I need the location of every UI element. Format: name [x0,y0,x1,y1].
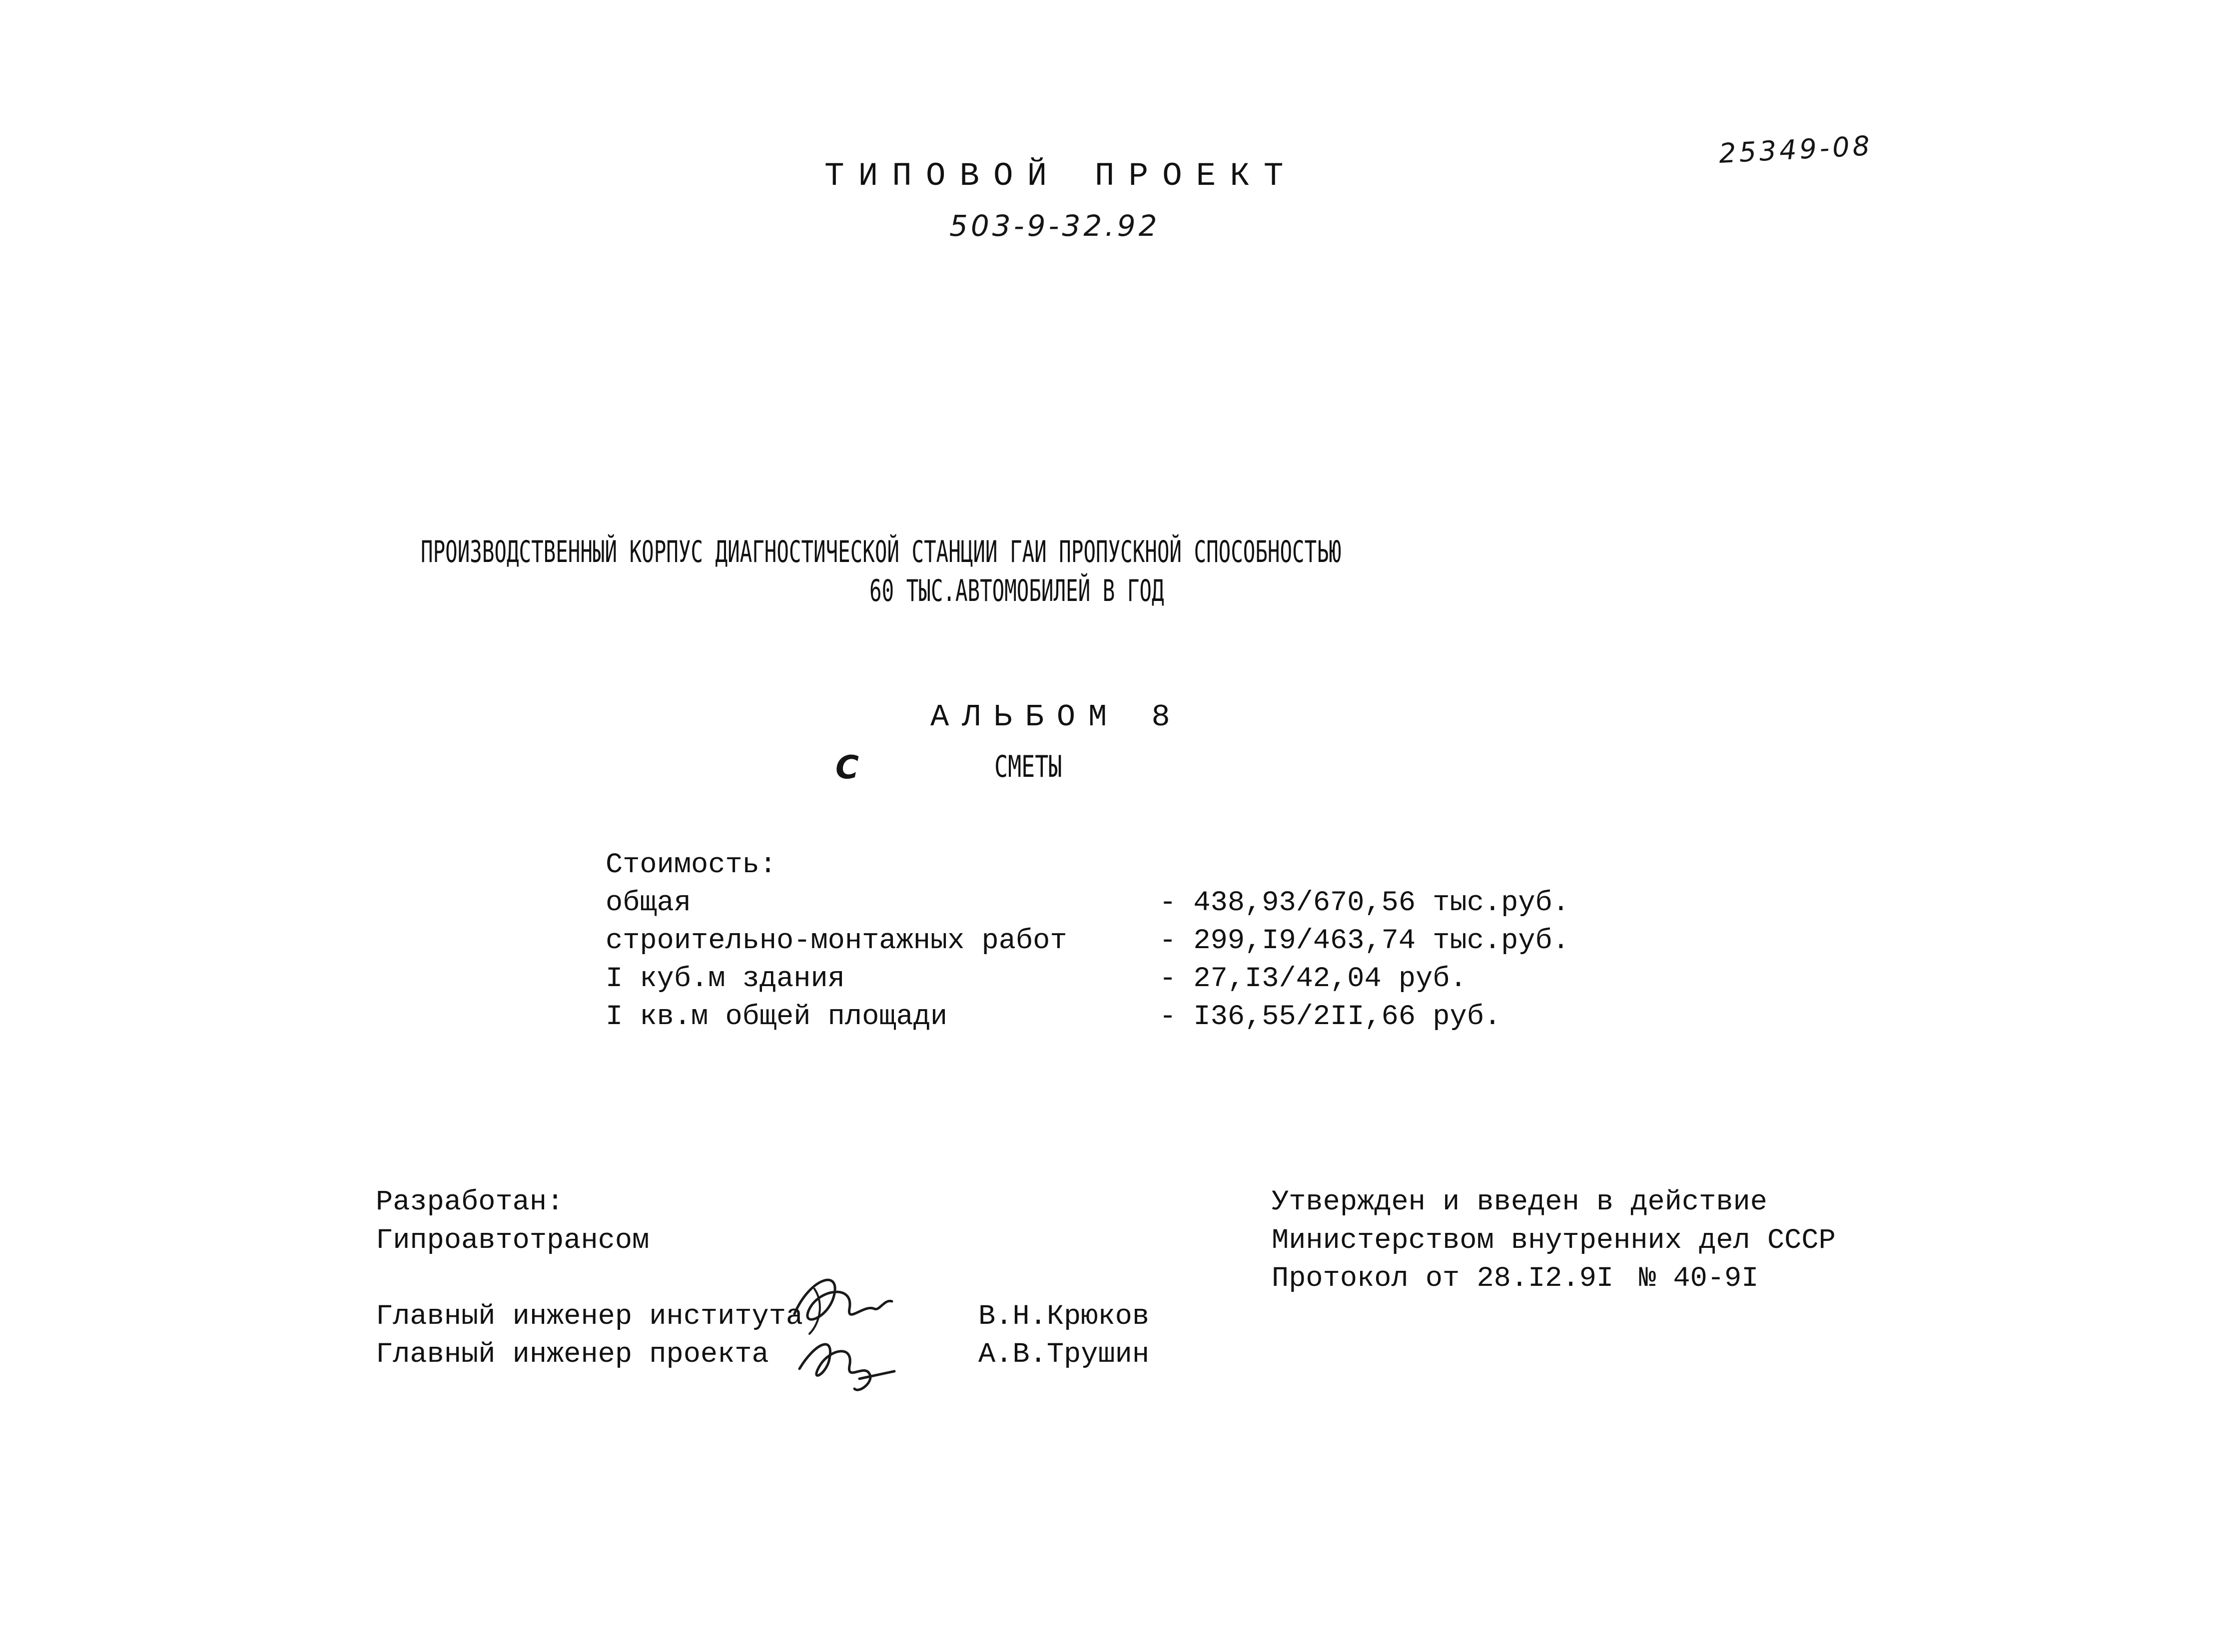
cost-label-construction: строительно-монтажных работ [606,925,1067,957]
chief-engineer-institute-name: В.Н.Крюков [978,1301,1150,1333]
main-title-line-1: ПРОИЗВОДСТВЕННЫЙ КОРПУС ДИАГНОСТИЧЕСКОЙ СТАНЦИИ ГАИ ПРОПУСКНОЙ СПОСОБНОСТЬЮ [421,535,1342,569]
cost-heading: Стоимость: [606,849,777,881]
chief-engineer-project-role: Главный инженер проекта [376,1339,769,1371]
header-title: ТИПОВОЙ ПРОЕКТ [824,157,1298,195]
chief-engineer-institute-role: Главный инженер института [376,1301,803,1333]
cost-value-per-square-meter: - I36,55/2II,66 руб. [1159,1001,1501,1033]
cost-label-per-square-meter: I кв.м общей площади [606,1001,948,1033]
cost-label-total: общая [606,887,692,919]
album-title: АЛЬБОМ 8 [930,699,1183,735]
chief-engineer-project-name: А.В.Трушин [978,1339,1150,1371]
signature-icon [779,1259,914,1409]
cost-value-per-cubic-meter: - 27,I3/42,04 руб. [1159,963,1467,995]
approval-line-1: Утвержден и введен в действие [1272,1186,1767,1218]
project-code: 503-9-32.92 [949,209,1160,243]
main-title-line-2: 60 ТЫС.АВТОМОБИЛЕЙ В ГОД [869,573,1164,608]
cost-label-per-cubic-meter: I куб.м здания [606,963,845,995]
cost-value-total: - 438,93/670,56 тыс.руб. [1159,887,1569,919]
approval-protocol: Протокол от 28.I2.9I [1272,1263,1614,1295]
album-subtitle: СМЕТЫ [994,749,1062,784]
developed-heading: Разработан: [376,1186,564,1218]
approval-line-2: Министерством внутренних дел СССР [1272,1225,1836,1257]
approval-protocol-number: № 40-9I [1639,1263,1759,1295]
album-letter: С [835,749,859,786]
cost-value-construction: - 299,I9/463,74 тыс.руб. [1159,925,1569,957]
developer-organization: Гипроавтотрансом [376,1225,650,1257]
document-number: 25349-08 [1718,129,1874,170]
